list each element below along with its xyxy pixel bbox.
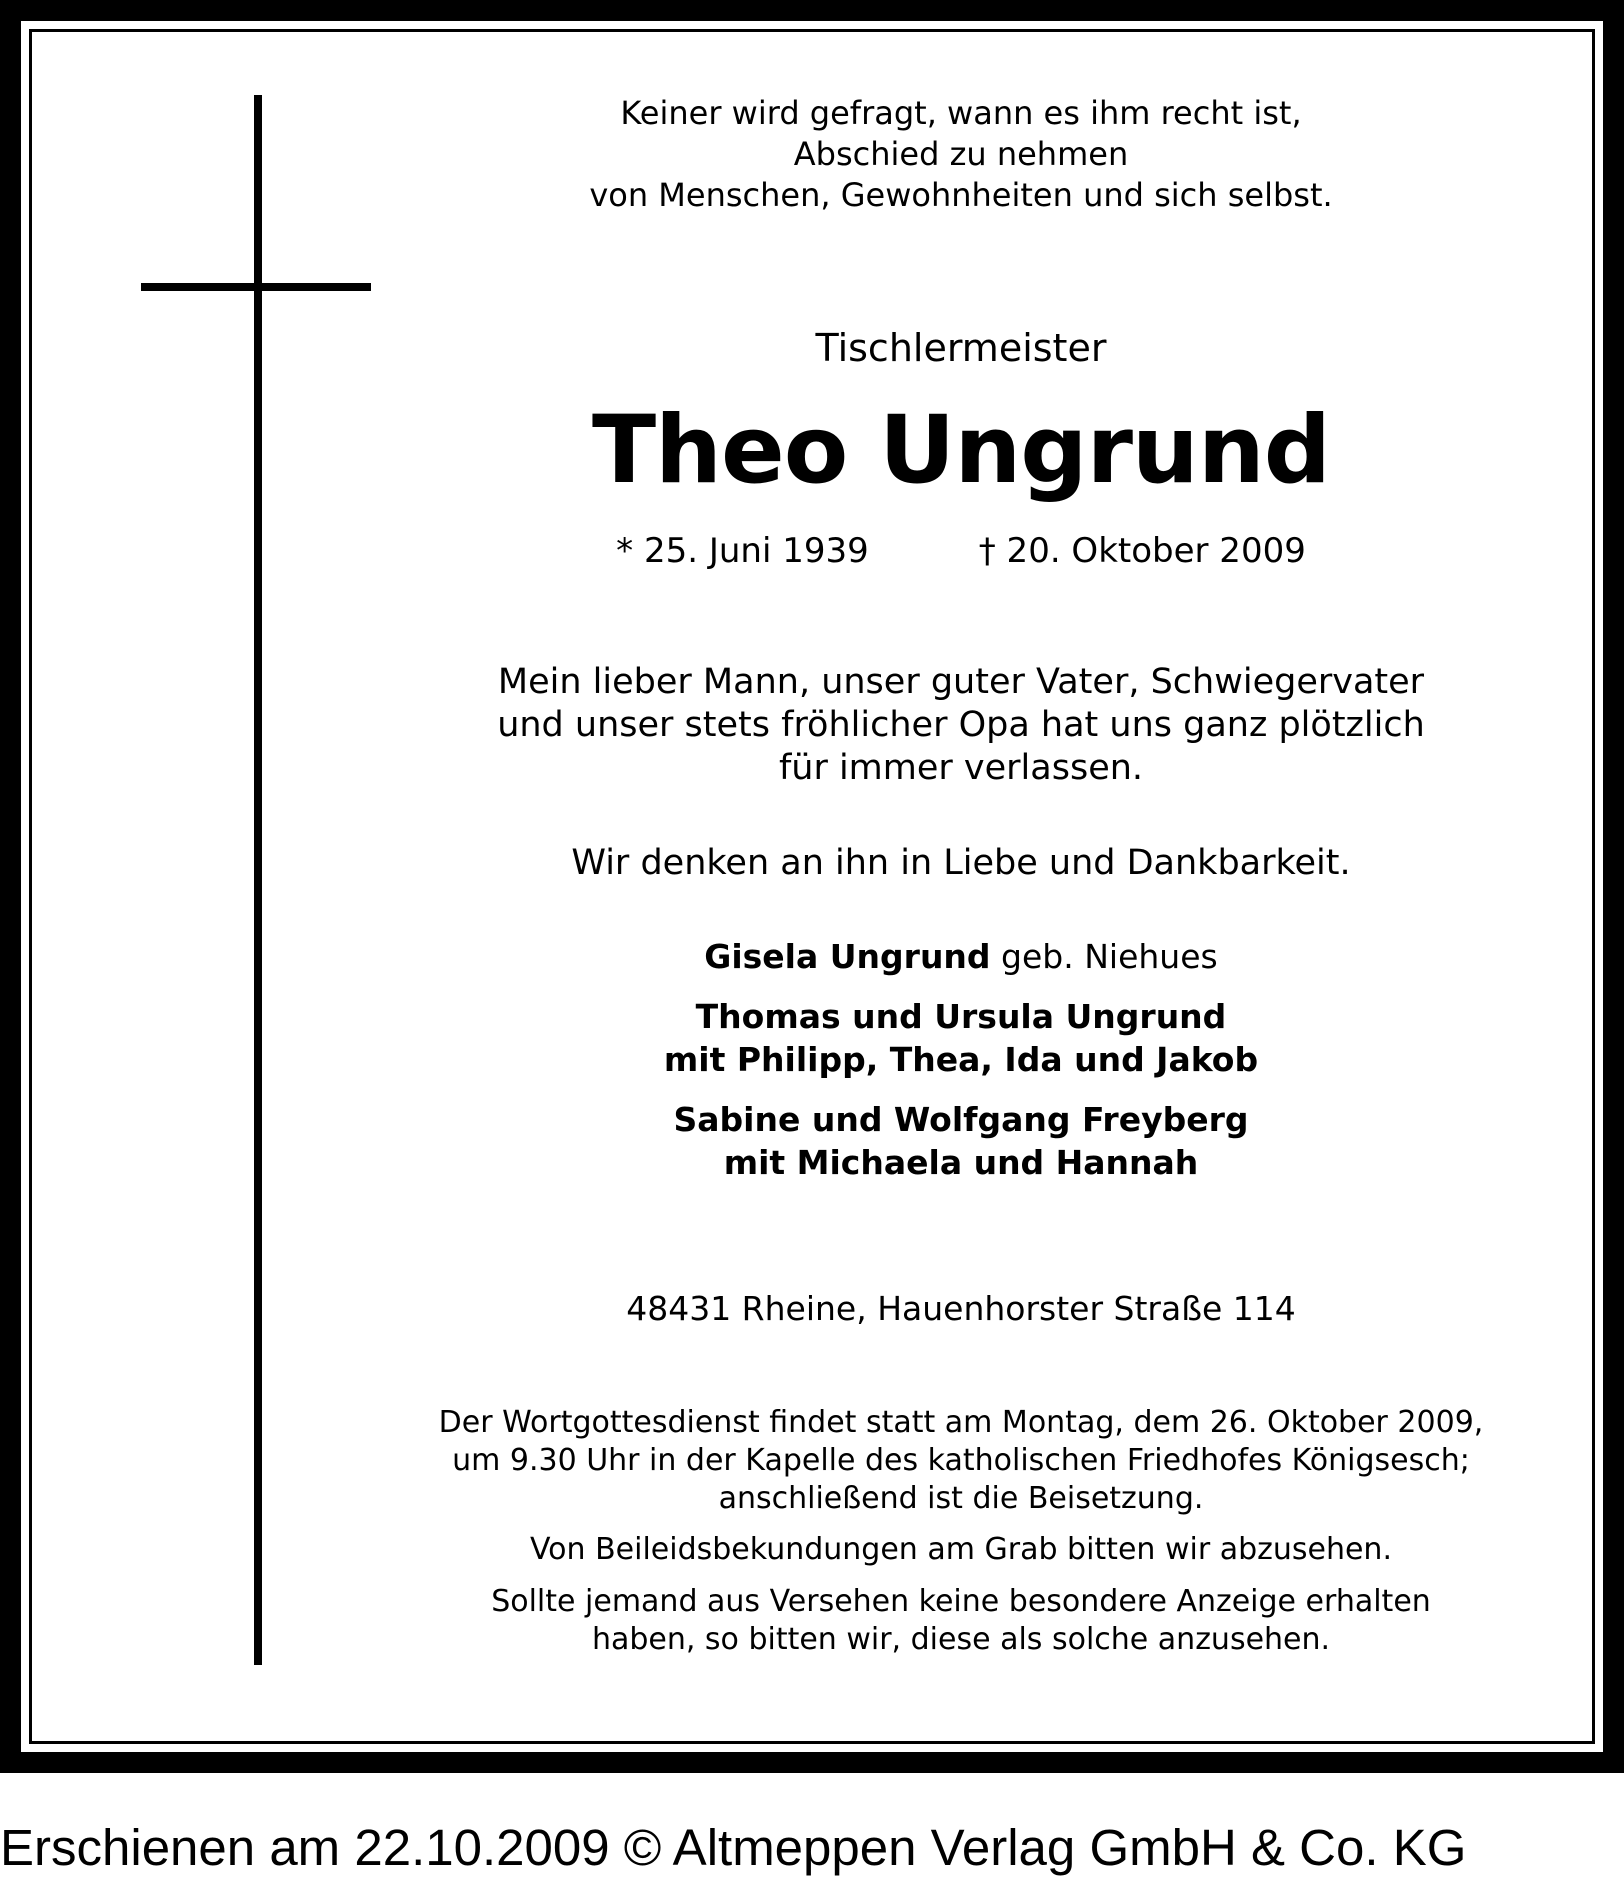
service-line-3: anschließend ist die Beisetzung. (718, 1481, 1204, 1516)
service-line-2: um 9.30 Uhr in der Kapelle des katholischen Friedhofes Königsesch; (452, 1443, 1470, 1478)
family-group-2-line-1: Sabine und Wolfgang Freyberg (673, 1100, 1249, 1139)
wife-maiden-name: geb. Niehues (990, 937, 1218, 976)
service-line-4: Von Beileidsbekundungen am Grab bitten wir abzusehen. (529, 1532, 1392, 1567)
deceased-name: Theo Ungrund (591, 396, 1331, 505)
family-group-1-line-1: Thomas und Ursula Ungrund (695, 997, 1227, 1036)
service-line-1: Der Wortgottesdienst findet statt am Montag, dem 26. Oktober 2009, (438, 1405, 1484, 1440)
family-wife (401, 935, 1521, 978)
family-group-1-line-2: mit Philipp, Thea, Ida und Jakob (663, 1040, 1259, 1079)
life-dates (401, 531, 1521, 571)
motto-line-2: Abschied zu nehmen (793, 135, 1129, 173)
wife-name: Gisela Ungrund (704, 937, 991, 976)
message-line-3: für immer verlassen. (778, 748, 1144, 788)
service-line-5: Sollte jemand aus Versehen keine besondere Anzeige erhalten (491, 1584, 1431, 1619)
family-group-2-line-2: mit Michaela und Hannah (723, 1143, 1199, 1182)
cross-icon-horizontal-bar (141, 283, 371, 291)
obituary-panel (21, 21, 1603, 1752)
motto-line-1: Keiner wird gefragt, wann es ihm recht ist, (620, 94, 1302, 132)
publication-credit: Erschienen am 22.10.2009 © Altmeppen Verlag GmbH & Co. KG (0, 1819, 1467, 1876)
birth-date: * 25. Juni 1939 (616, 531, 869, 571)
remembrance-line: Wir denken an ihn in Liebe und Dankbarkeit. (571, 843, 1351, 883)
motto-line-3: von Menschen, Gewohnheiten und sich selbst. (589, 176, 1333, 214)
service-line-6: haben, so bitten wir, diese als solche anzusehen. (591, 1622, 1331, 1657)
profession: Tischlermeister (815, 326, 1107, 370)
message-line-2: und unser stets fröhlicher Opa hat uns ganz plötzlich (497, 705, 1425, 745)
family-address: 48431 Rheine, Hauenhorster Straße 114 (626, 1289, 1296, 1328)
message-line-1: Mein lieber Mann, unser guter Vater, Schwiegervater (497, 662, 1425, 702)
death-date: † 20. Oktober 2009 (978, 531, 1306, 571)
cross-icon-vertical-bar (254, 95, 262, 1665)
